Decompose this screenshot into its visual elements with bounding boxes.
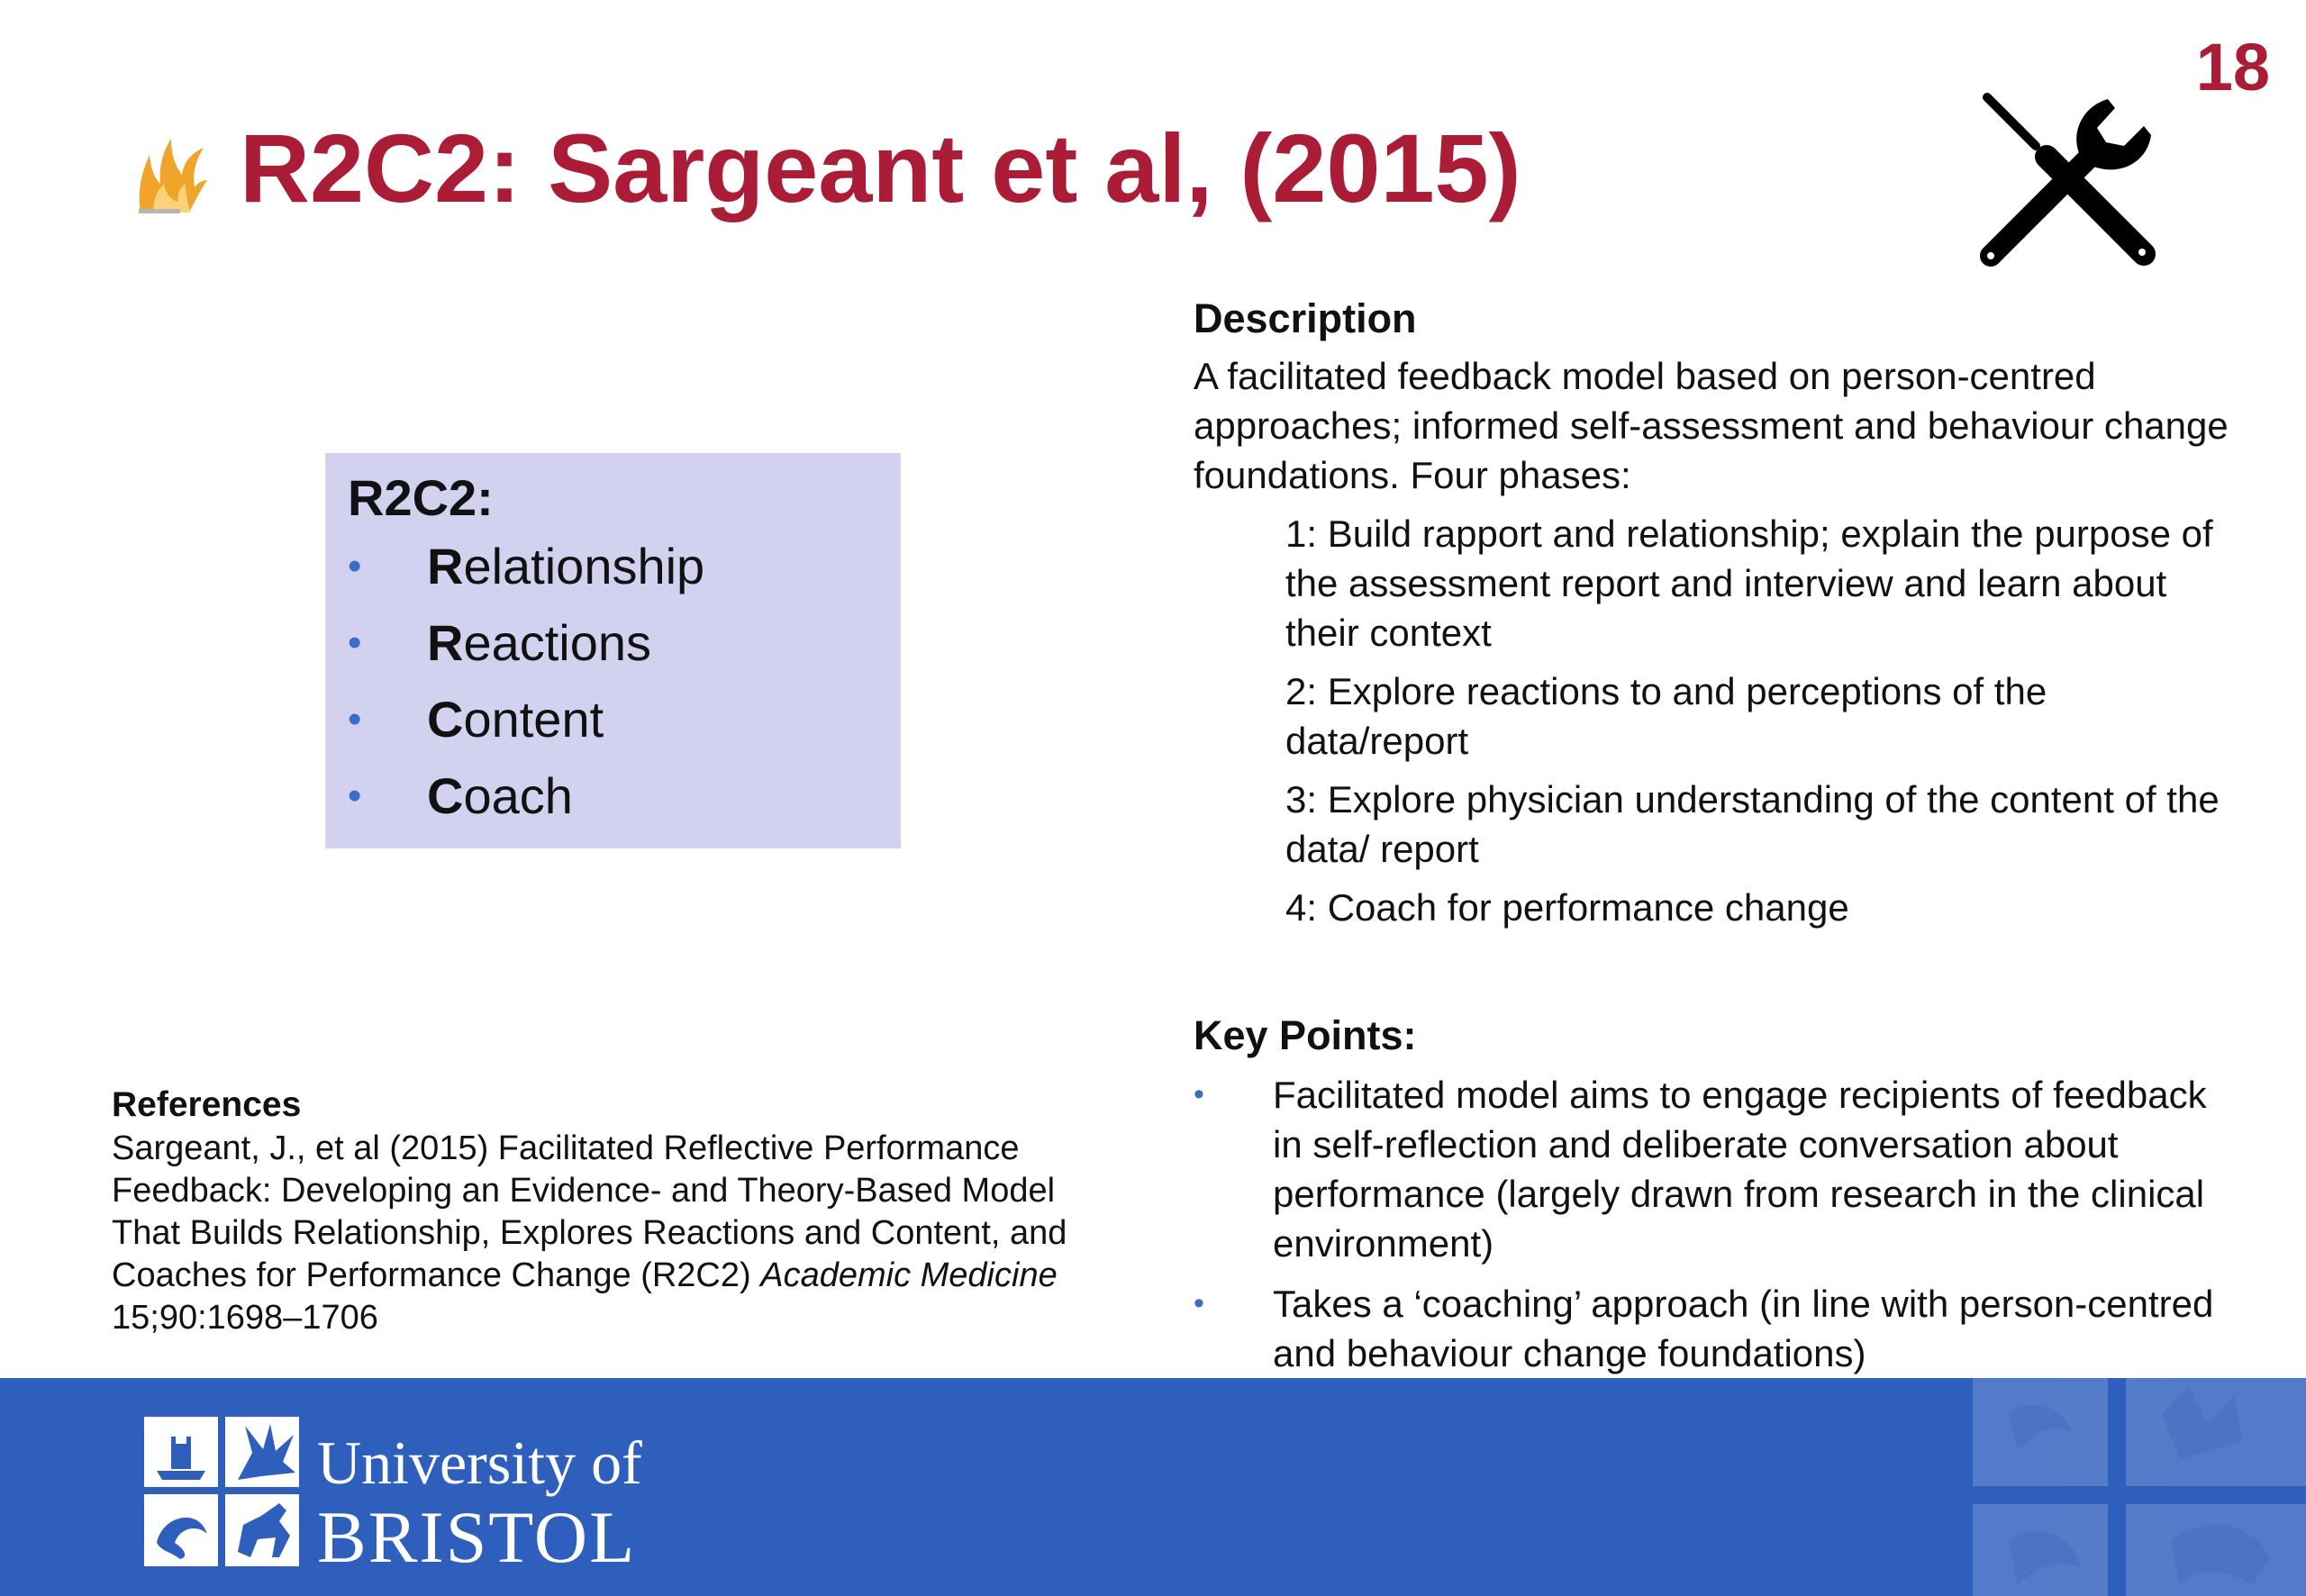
bullet-icon: •: [348, 774, 362, 818]
list-item-content: [348, 691, 901, 767]
description-heading: Description: [1194, 295, 1417, 341]
references-section: [112, 1083, 1121, 1339]
reference-journal: Academic Medicine: [760, 1256, 1058, 1294]
bullet-icon: •: [348, 697, 362, 741]
references-text: [112, 1128, 1121, 1339]
item-initial: C: [427, 691, 464, 748]
item-initial: C: [427, 767, 464, 824]
bullet-icon: •: [1194, 1286, 1204, 1320]
list-item-coach: [348, 767, 901, 844]
item-initial: R: [427, 614, 464, 671]
key-point-item: [1194, 1279, 2229, 1378]
bullet-icon: •: [1194, 1077, 1204, 1111]
item-rest: oach: [463, 767, 573, 824]
r2c2-box: [325, 453, 901, 848]
reference-citation: 15;90:1698–1706: [112, 1299, 378, 1337]
tools-icon: [1971, 86, 2160, 276]
references-heading: References: [112, 1085, 302, 1124]
description-section: [1194, 294, 2229, 932]
university-name-line1: University of: [317, 1428, 642, 1497]
flame-icon: [135, 135, 207, 214]
r2c2-heading: R2C2:: [348, 469, 494, 526]
item-rest: elationship: [463, 538, 705, 594]
item-initial: R: [427, 538, 464, 594]
reference-body: Sargeant, J., et al (2015) Facilitated Reflective Performance Feedback: Developing an Evidence- and Theory-Based Model That Builds Relationship, Explores Reactions and Content, and Coaches for Performance Change (R2C2): [112, 1129, 1067, 1294]
crest-icon: [144, 1417, 299, 1566]
phase-item: 1: Build rapport and relationship; explain the purpose of the assessment report and interview and learn about their context: [1285, 512, 2213, 654]
phase-item: 3: Explore physician understanding of the content of the data/ report: [1285, 778, 2220, 870]
key-point-item: [1194, 1070, 2229, 1268]
description-text: A facilitated feedback model based on person-centred approaches; informed self-assessment and behaviour change foundations. Four phases:: [1194, 355, 2229, 496]
university-name-line2: BRISTOL: [317, 1496, 637, 1578]
watermark-crest-icon: [1955, 1378, 2306, 1596]
bullet-icon: •: [348, 621, 362, 665]
key-points-heading: Key Points:: [1194, 1012, 1417, 1058]
list-item-reactions: [348, 614, 901, 691]
bullet-icon: •: [348, 544, 362, 588]
key-point-text: Facilitated model aims to engage recipients of feedback in self-reflection and deliberate conversation about performance (largely drawn from research in the clinical environment): [1273, 1074, 2207, 1265]
list-item-relationship: [348, 538, 901, 614]
phase-item: 4: Coach for performance change: [1285, 886, 1849, 929]
key-point-text: Takes a ‘coaching’ approach (in line with person-centred and behaviour change foundations): [1273, 1283, 2214, 1374]
phase-item: 2: Explore reactions to and perceptions of the data/report: [1285, 670, 2047, 762]
slide-title: R2C2: Sargeant et al, (2015): [240, 113, 1521, 222]
item-rest: ontent: [463, 691, 604, 748]
slide-number: 18: [2195, 30, 2270, 104]
item-rest: eactions: [463, 614, 652, 671]
